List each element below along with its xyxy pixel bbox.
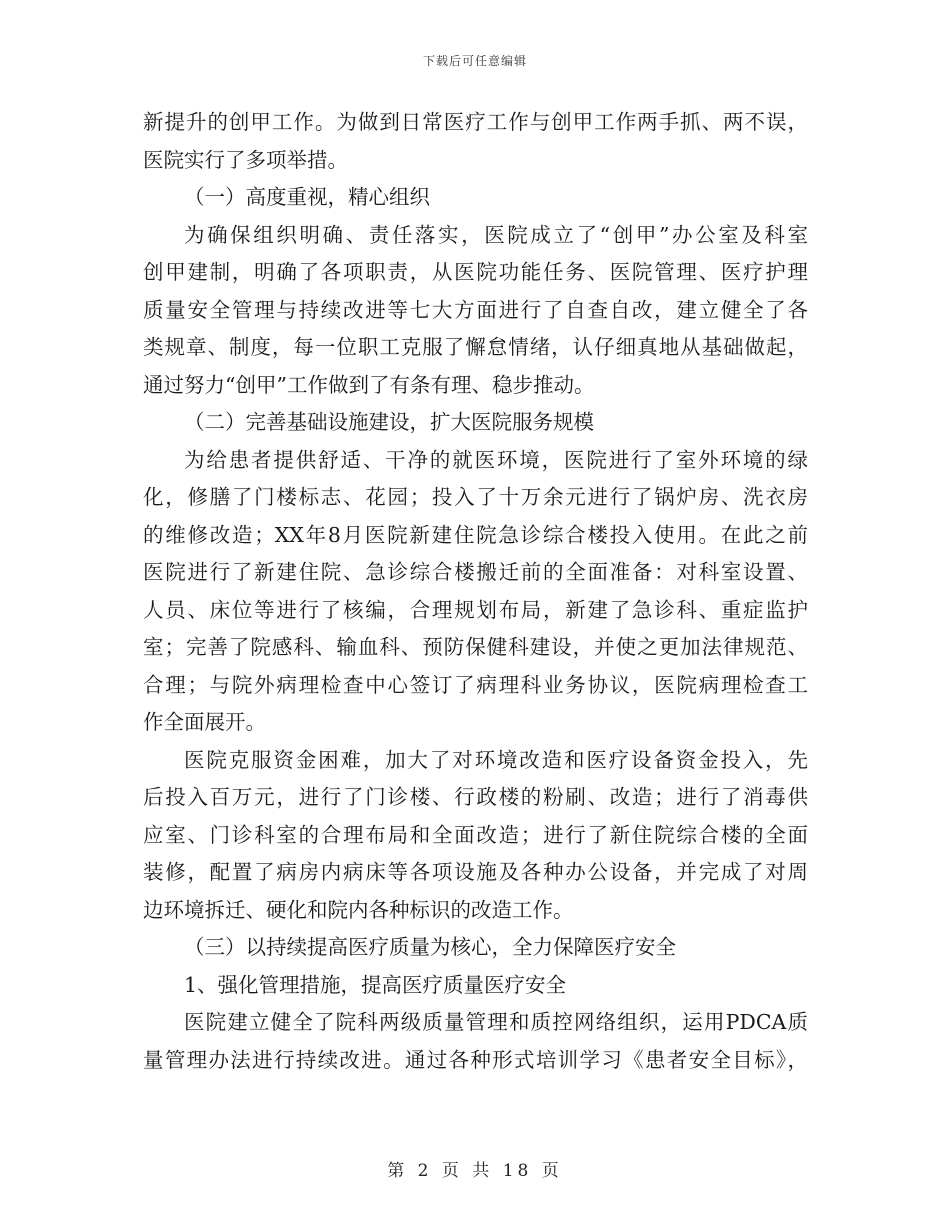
subsection-heading [143,967,808,1005]
paragraph [143,104,808,179]
text-line: 为确保组织明确、责任落实，医院成立了“创甲”办公室及科室 [184,222,808,247]
text-line: （二）完善基础设施建设，扩大医院服务规模 [184,410,594,434]
text-line: 通过努力“创甲”工作做到了有条有理、稳步推动。 [143,372,595,397]
section-heading [143,179,808,217]
text-line: 合理；与院外病理检查中心签订了病理科业务协议，医院病理检查工 [143,672,808,697]
paragraph [143,742,808,930]
text-line: 后投入百万元，进行了门诊楼、行政楼的粉刷、改造；进行了消毒供 [143,785,808,809]
text-line: 创甲建制，明确了各项职责，从医院功能任务、医院管理、医疗护理 [143,260,808,284]
text-line: 化，修膳了门楼标志、花园；投入了十万余元进行了锅炉房、洗衣房 [143,485,808,509]
section-heading [143,929,808,967]
text-line: 室；完善了院感科、输血科、预防保健科建设，并使之更加法律规范、 [143,635,808,659]
text-line: 类规章、制度，每一位职工克服了懈怠情绪，认仔细真地从基础做起， [143,335,808,359]
text-line: 新提升的创甲工作。为做到日常医疗工作与创甲工作两手抓、两不误， [143,110,808,134]
paragraph [143,217,808,405]
text-line: （一）高度重视，精心组织 [184,185,430,209]
paragraph [143,442,808,742]
text-line: 边环境拆迁、硬化和院内各种标识的改造工作。 [143,897,574,922]
text-line: 为给患者提供舒适、干净的就医环境，医院进行了室外环境的绿 [184,447,808,472]
text-line: 的维修改造；XX年8月医院新建住院急诊综合楼投入使用。在此之前 [143,522,808,547]
text-line: 装修，配置了病房内病床等各项设施及各种办公设备，并完成了对周 [143,860,808,884]
text-line: 1、强化管理措施，提高医疗质量医疗安全 [184,972,567,997]
text-line: 量管理办法进行持续改进。通过各种形式培训学习《患者安全目标》， [143,1047,808,1072]
text-line: 质量安全管理与持续改进等七大方面进行了自查自改，建立健全了各 [143,297,808,322]
text-line: （三）以持续提高医疗质量为核心，全力保障医疗安全 [184,935,676,959]
document-body [143,104,808,1079]
text-line: 医院进行了新建住院、急诊综合楼搬迁前的全面准备：对科室设置、 [143,560,808,584]
text-line: 医院实行了多项举措。 [143,147,348,172]
page-number-footer: 第 2 页 共 18 页 [387,1161,563,1181]
text-line: 人员、床位等进行了核编，合理规划布局，新建了急诊科、重症监护 [143,597,808,622]
section-heading [143,404,808,442]
text-line: 作全面展开。 [143,710,266,734]
text-line: 医院克服资金困难，加大了对环境改造和医疗设备资金投入，先 [184,747,808,772]
paragraph [143,1004,808,1079]
page-header-note: 下载后可任意编辑 [422,54,527,68]
text-line: 医院建立健全了院科两级质量管理和质控网络组织，运用PDCA质 [184,1010,808,1034]
text-line: 应室、门诊科室的合理布局和全面改造；进行了新住院综合楼的全面 [143,822,808,847]
